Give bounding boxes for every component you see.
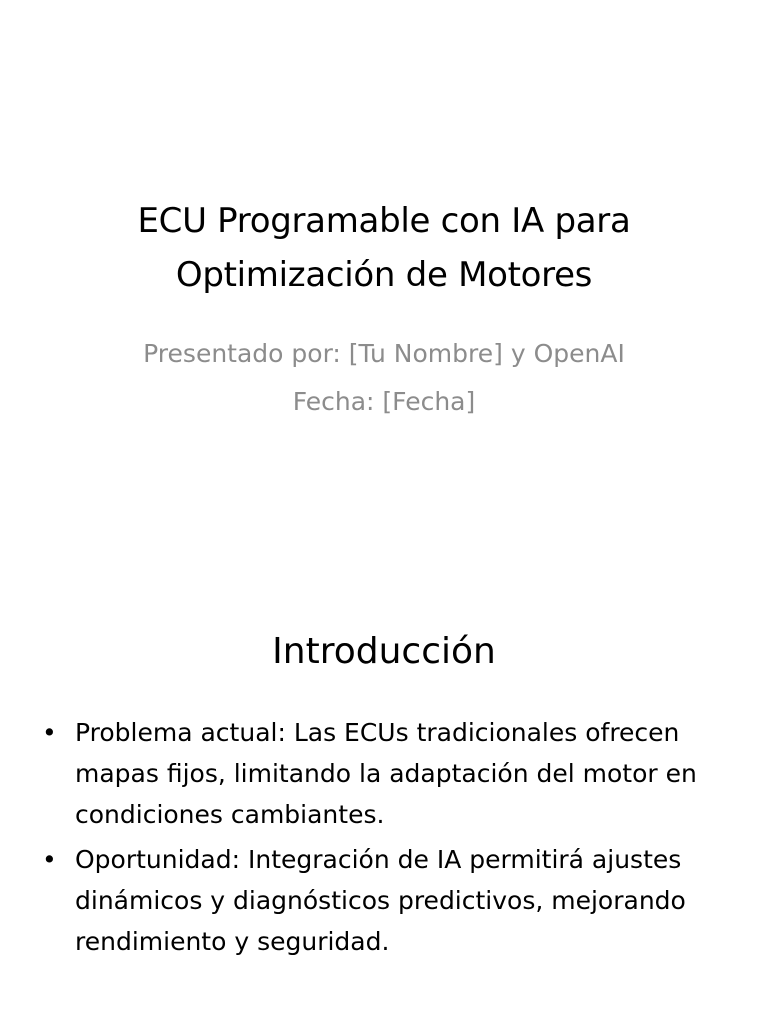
bullet-text: Problema actual: Las ECUs tradicionales ofrecen mapas fijos, limitando la adaptación del motor en condiciones cambiantes. xyxy=(75,718,697,829)
slide-title: ECU Programable con IA para Optimización de Motores xyxy=(137,201,631,295)
slide-heading: Introducción xyxy=(272,631,496,672)
date-line: Fecha: [Fecha] xyxy=(292,387,476,416)
slide-subtitle xyxy=(114,334,654,430)
list-item xyxy=(42,839,722,962)
introduction-slide xyxy=(0,512,768,1024)
bullet-icon: • xyxy=(42,718,57,747)
bullet-icon: • xyxy=(42,845,57,874)
bullet-text: Oportunidad: Integración de IA permitirá ajustes dinámicos y diagnósticos predictivos, mejorando rendimiento y seguridad. xyxy=(75,845,686,956)
bullet-list xyxy=(42,712,722,966)
list-item xyxy=(42,712,722,835)
presenter-line: Presentado por: [Tu Nombre] y OpenAI xyxy=(143,339,625,368)
